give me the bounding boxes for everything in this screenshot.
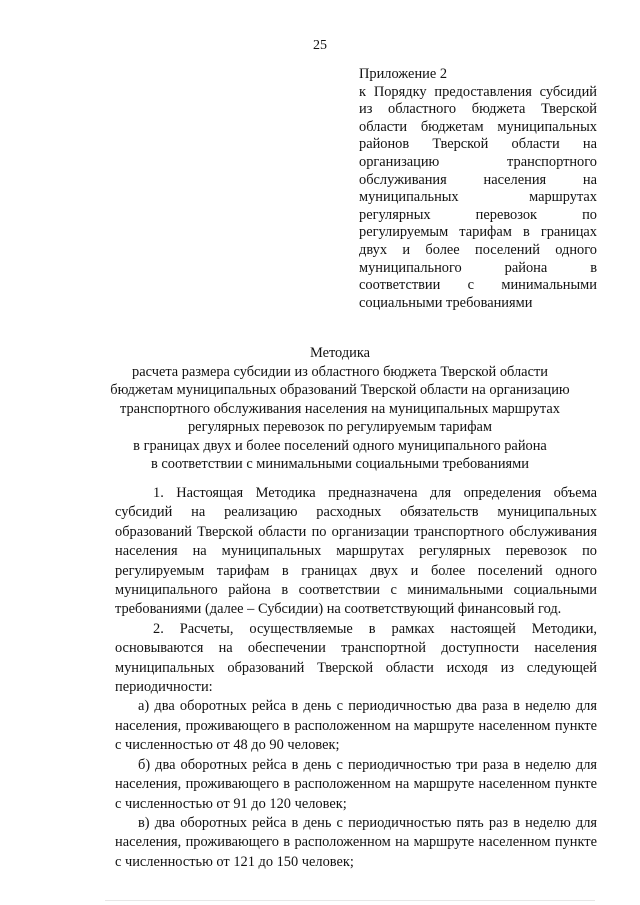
appendix-heading: Приложение 2 xyxy=(359,66,448,82)
document-title xyxy=(60,344,620,474)
title-name: Методика xyxy=(309,345,371,361)
title-line: регулярных перевозок по регулируемым тарифам xyxy=(187,419,493,435)
appendix-block xyxy=(359,66,597,312)
list-item-a: а) два оборотных рейса в день с периодичностью два раза в неделю для населения, проживающего в расположенном на маршруте населенном пункте с численностью от 48 до 90 человек; xyxy=(115,698,597,754)
paragraph-1: 1. Настоящая Методика предназначена для определения объема субсидий на реализацию расходных обязательств муниципальных образований Тверской области по организации транспортного обслуживания населения на муниципальных маршрутах регулярных перевозок по регулируемым тарифам в границах двух и более поселений одного муниципального района в соответствии с минимальными социальными требованиями (далее – Субсидии) на соответствующий финансовый год. xyxy=(115,485,597,618)
scan-edge-divider xyxy=(105,900,595,901)
page-number: 25 xyxy=(313,38,327,53)
paragraph-2: 2. Расчеты, осуществляемые в рамках настоящей Методики, основываются на обеспечении транспортной доступности населения муниципальных образований Тверской области исходя из следующей периодичности: xyxy=(115,620,597,696)
list-item-b: б) два оборотных рейса в день с периодичностью три раза в неделю для населения, проживающего в расположенном на маршруте населенном пункте с численностью от 91 до 120 человек; xyxy=(115,756,597,812)
title-line: транспортного обслуживания населения на муниципальных маршрутах xyxy=(120,400,560,417)
title-line: расчета размера субсидии из областного бюджета Тверской области xyxy=(132,363,548,380)
document-body xyxy=(115,484,597,872)
title-line: в границах двух и более поселений одного муниципального района xyxy=(133,437,547,454)
title-line: в соответствии с минимальными социальными требованиями xyxy=(151,456,529,472)
title-line: бюджетам муниципальных образований Тверской области на организацию xyxy=(110,382,570,398)
appendix-text: к Порядку предоставления субсидий из областного бюджета Тверской области бюджетам муниципальных районов Тверской области на организацию транспортного обслуживания населения на муниципальных маршрутах регулярных перевозок по регулируемым тарифам в границах двух и более поселений одного муниципального района в соответствии с минимальными социальными требованиями xyxy=(359,83,597,311)
list-item-c: в) два оборотных рейса в день с периодичностью пять раз в неделю для населения, проживающего в расположенном на маршруте населенном пункте с численностью от 121 до 150 человек; xyxy=(115,814,597,870)
